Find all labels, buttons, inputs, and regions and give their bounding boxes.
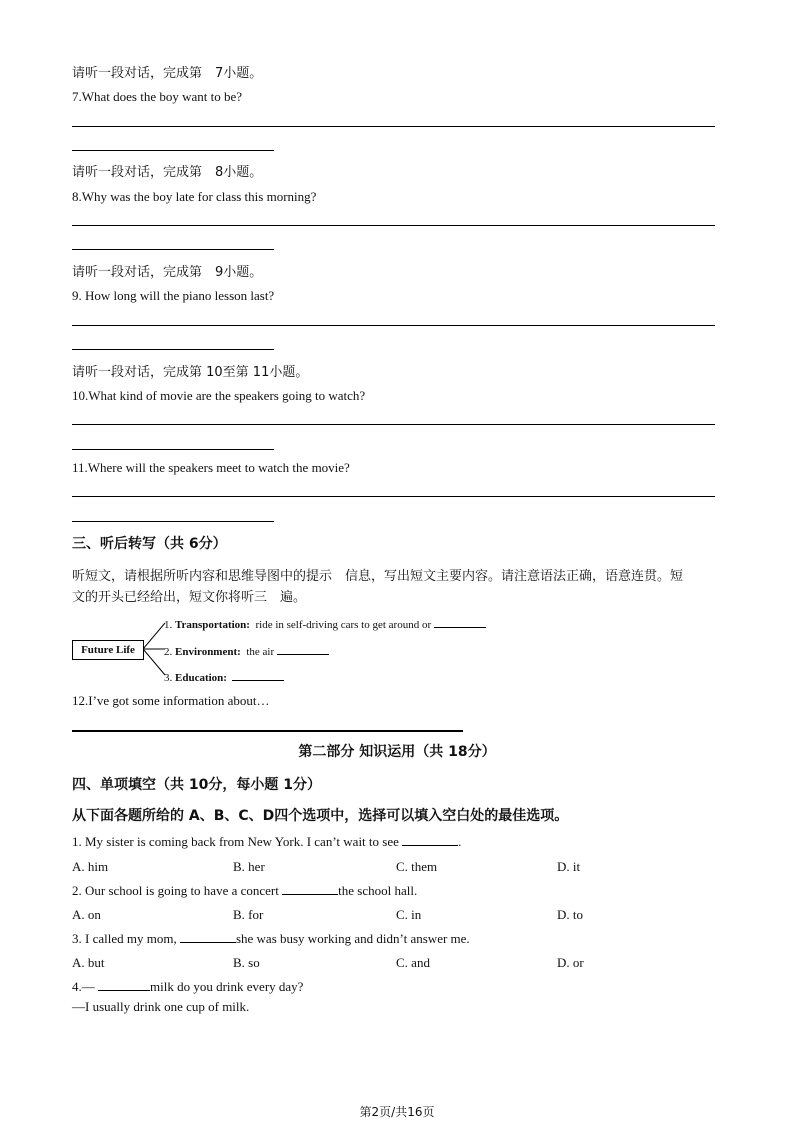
answer-line-11b[interactable] <box>72 521 274 522</box>
branch-3-key: Education: <box>175 672 227 684</box>
q3-option-d[interactable]: D. or <box>557 955 584 970</box>
q3-option-c[interactable]: C. and <box>396 955 430 970</box>
q4-dash: 4.— <box>72 979 95 994</box>
section-3-instructions-line2: 文的开头已经给出，短文你将听三 遍。 <box>72 590 307 605</box>
answer-line-7a[interactable] <box>72 126 715 127</box>
question-8: 8.Why was the boy late for class this morning? <box>72 189 317 204</box>
q1-text: 1. My sister is coming back from New York. I can’t wait to see <box>72 834 399 849</box>
mindmap-branch-1 <box>164 616 486 631</box>
page-number: 第2页/共16页 <box>359 1105 435 1119</box>
q2-option-a[interactable]: A. on <box>72 907 101 922</box>
question-12: 12.I’ve got some information about… <box>72 693 270 708</box>
question-7: 7.What does the boy want to be? <box>72 89 243 104</box>
mindmap-center: Future Life <box>72 640 144 660</box>
q3-option-b[interactable]: B. so <box>233 955 260 970</box>
q2-option-c[interactable]: C. in <box>396 907 422 922</box>
branch-2-label: 2. <box>164 646 175 658</box>
mindmap-branch-2 <box>164 643 329 658</box>
question-10: 10.What kind of movie are the speakers going to watch? <box>72 388 366 403</box>
part-2-heading: 第二部分 知识运用（共 18分） <box>298 744 496 760</box>
branch-1-label: 1. <box>164 619 175 631</box>
q2-option-d[interactable]: D. to <box>557 907 583 922</box>
q3-blank[interactable] <box>180 931 236 943</box>
branch-3-label: 3. <box>164 672 175 684</box>
answer-line-9b[interactable] <box>72 349 274 350</box>
mc-question-2 <box>72 883 417 899</box>
q1-end: . <box>458 834 462 849</box>
answer-line-8b[interactable] <box>72 249 274 250</box>
q7-intro: 请听一段对话，完成第 7小题。 <box>72 66 263 81</box>
mindmap-branch-3 <box>164 669 284 684</box>
mc-question-1 <box>72 834 461 850</box>
mc-question-3 <box>72 931 470 947</box>
q4-blank[interactable] <box>98 979 150 991</box>
q2-blank[interactable] <box>282 883 338 895</box>
section-3-heading: 三、听后转写（共 6分） <box>72 536 227 552</box>
answer-line-10a[interactable] <box>72 424 715 425</box>
q3-text: 3. I called my mom, <box>72 931 177 946</box>
question-9: 9. How long will the piano lesson last? <box>72 288 275 303</box>
answer-line-12[interactable] <box>72 730 463 732</box>
connector-1 <box>143 623 165 649</box>
q1-option-b[interactable]: B. her <box>233 859 265 874</box>
branch-2-key: Environment: <box>175 646 241 658</box>
q4-text: milk do you drink every day? <box>150 979 304 994</box>
answer-line-10b[interactable] <box>72 449 274 450</box>
section-4-instructions: 从下面各题所给的 A、B、C、D四个选项中，选择可以填入空白处的最佳选项。 <box>72 808 569 824</box>
q3-option-a[interactable]: A. but <box>72 955 105 970</box>
q8-intro: 请听一段对话，完成第 8小题。 <box>72 165 263 180</box>
branch-2-text: the air <box>246 646 275 658</box>
q1-option-d[interactable]: D. it <box>557 859 581 874</box>
connector-3 <box>143 649 165 675</box>
branch-1-blank[interactable] <box>434 616 486 628</box>
q2-text: 2. Our school is going to have a concert <box>72 883 279 898</box>
q2-option-b[interactable]: B. for <box>233 907 264 922</box>
mc-question-4 <box>72 979 303 995</box>
answer-line-8a[interactable] <box>72 225 715 226</box>
section-3-instructions-line1: 听短文，请根据所听内容和思维导图中的提示 信息，写出短文主要内容。请注意语法正确，语意连贯。短 <box>72 569 684 584</box>
q9-intro: 请听一段对话，完成第 9小题。 <box>72 265 263 280</box>
answer-line-11a[interactable] <box>72 496 715 497</box>
branch-1-key: Transportation: <box>175 619 250 631</box>
answer-line-9a[interactable] <box>72 325 715 326</box>
q1-option-c[interactable]: C. them <box>396 859 438 874</box>
branch-2-blank[interactable] <box>277 643 329 655</box>
q10-intro: 请听一段对话，完成第 10至第 11小题。 <box>72 365 309 380</box>
q1-blank[interactable] <box>402 834 458 846</box>
q4-reply: —I usually drink one cup of milk. <box>72 999 250 1014</box>
q1-option-a[interactable]: A. him <box>72 859 109 874</box>
q2-end: the school hall. <box>338 883 418 898</box>
branch-1-text: ride in self-driving cars to get around or <box>255 619 432 631</box>
section-4-heading: 四、单项填空（共 10分，每小题 1分） <box>72 777 321 793</box>
q3-end: she was busy working and didn’t answer me. <box>235 931 470 946</box>
branch-3-blank[interactable] <box>232 669 284 681</box>
question-11: 11.Where will the speakers meet to watch the movie? <box>72 460 350 475</box>
answer-line-7b[interactable] <box>72 150 274 151</box>
